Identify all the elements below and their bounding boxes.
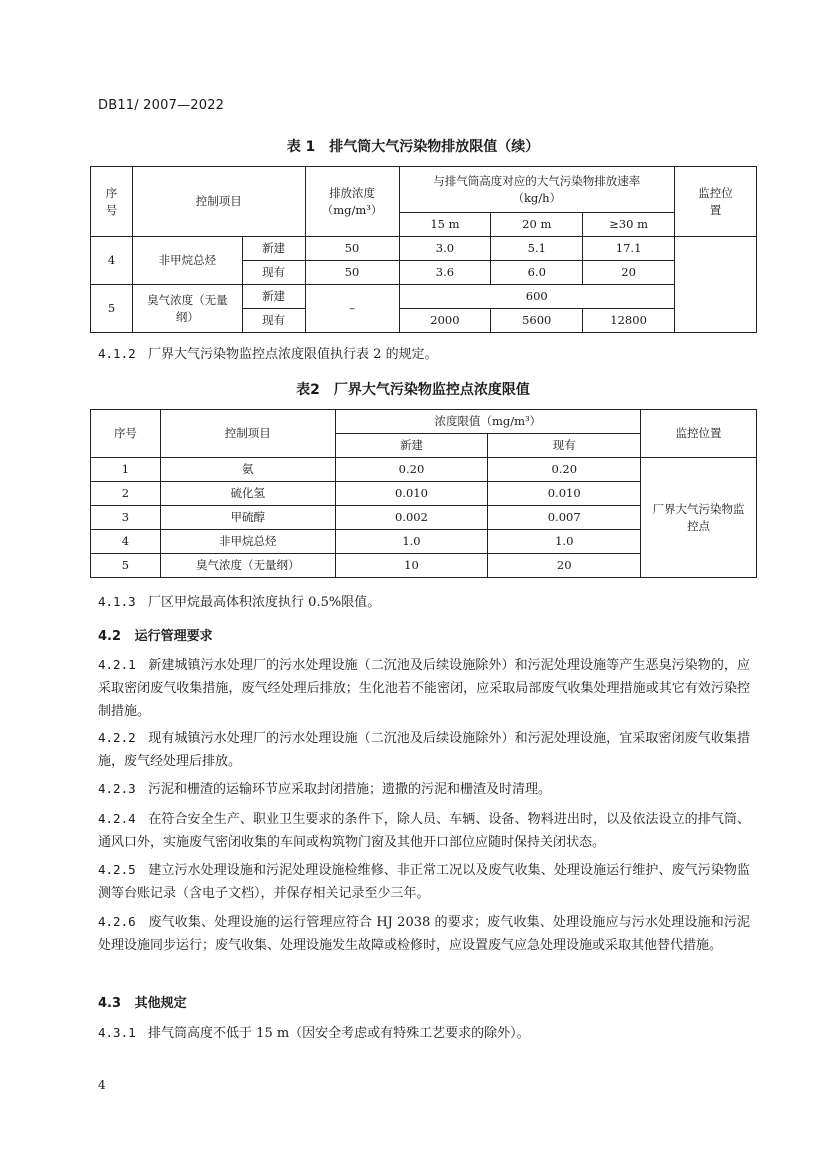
para-text: 排气筒高度不低于 15 m（因安全考虑或有特殊工艺要求的除外）。 <box>148 1026 530 1041</box>
t2-row-item: 硫化氢 <box>160 482 335 506</box>
para-4-3-1 <box>98 1021 750 1045</box>
para-text: 厂区甲烷最高体积浓度执行 0.5%限值。 <box>148 595 381 610</box>
t1-row5-old-20m: 5600 <box>491 309 583 333</box>
para-text: 厂界大气污染物监控点浓度限值执行表 2 的规定。 <box>148 347 438 362</box>
para-text: 废气收集、处理设施的运行管理应符合 HJ 2038 的要求；废气收集、处理设施应与污水处理设施和污泥处理设施同步运行；废气收集、处理设施发生故障或检修时，应设置废气应急处理设施或采取其他替代措施。 <box>98 915 751 953</box>
t1-header-rate-label: 与排气筒高度对应的大气污染物排放速率 <box>433 173 641 188</box>
para-number: 4.1.2 <box>98 346 136 361</box>
t1-header-item: 控制项目 <box>132 167 305 237</box>
para-4-1-2 <box>98 342 750 366</box>
t1-monitor-empty <box>675 237 757 333</box>
heading-4-3 <box>98 992 187 1011</box>
table2-title: 表2 厂界大气污染物监控点浓度限值 <box>296 382 530 398</box>
para-number: 4.2.1 <box>98 657 136 672</box>
standard-code: DB11/ 2007—2022 <box>98 98 225 113</box>
t1-row4-old-15m: 3.6 <box>399 261 491 285</box>
t2-header-monitor: 监控位置 <box>641 410 757 458</box>
heading-number: 4.3 <box>98 996 122 1011</box>
para-4-1-3 <box>98 590 750 614</box>
t2-header-limit: 浓度限值（mg/m³） <box>335 410 641 434</box>
t2-row-seq: 4 <box>91 530 161 554</box>
para-4-2-3 <box>98 777 750 801</box>
t1-row4-old-conc: 50 <box>305 261 399 285</box>
t2-monitor-location: 厂界大气污染物监控点 <box>641 458 757 578</box>
t2-row-new: 10 <box>335 554 488 578</box>
t1-row5-conc: – <box>305 285 399 333</box>
heading-text: 其他规定 <box>134 996 187 1011</box>
para-4-2-4 <box>98 807 750 854</box>
t2-row-new: 1.0 <box>335 530 488 554</box>
t1-row5-type-new: 新建 <box>242 285 305 309</box>
t1-header-15m: 15 m <box>399 213 491 237</box>
t2-row-seq: 2 <box>91 482 161 506</box>
t1-row4-seq: 4 <box>91 237 133 285</box>
para-text: 建立污水处理设施和污泥处理设施检维修、非正常工况以及废气收集、处理设施运行维护、废气污染物监测等台账记录（含电子文档），并保存相关记录至少三年。 <box>98 863 750 901</box>
table1 <box>90 166 757 333</box>
t1-row5-old-15m: 2000 <box>399 309 491 333</box>
heading-4-2 <box>98 625 213 644</box>
para-number: 4.2.3 <box>98 781 136 796</box>
t1-row4-item: 非甲烷总烃 <box>132 237 242 285</box>
t1-row4-new-20m: 5.1 <box>491 237 583 261</box>
page-number: 4 <box>98 1078 106 1092</box>
t1-row5-old-30m: 12800 <box>583 309 675 333</box>
t2-row-item: 氨 <box>160 458 335 482</box>
t2-row-item: 臭气浓度（无量纲） <box>160 554 335 578</box>
t1-row5-item: 臭气浓度（无量纲） <box>132 285 242 333</box>
t1-row4-type-old: 现有 <box>242 261 305 285</box>
t1-row5-type-old: 现有 <box>242 309 305 333</box>
t2-row-old: 0.20 <box>488 458 641 482</box>
para-text: 新建城镇污水处理厂的污水处理设施（二沉池及后续设施除外）和污泥处理设施等产生恶臭污染物的，应采取密闭废气收集措施，废气经处理后排放；生化池若不能密闭，应采取局部废气收集处理措施或其它有效污染控制措施。 <box>98 658 750 719</box>
t1-row5-new-merged: 600 <box>399 285 675 309</box>
para-number: 4.2.5 <box>98 862 136 877</box>
heading-text: 运行管理要求 <box>134 629 213 644</box>
heading-number: 4.2 <box>98 629 122 644</box>
t1-header-rate-unit: （kg/h） <box>512 190 562 205</box>
table2 <box>90 409 757 578</box>
t2-row-item: 非甲烷总烃 <box>160 530 335 554</box>
t2-row-new: 0.002 <box>335 506 488 530</box>
para-number: 4.2.2 <box>98 730 136 745</box>
para-number: 4.1.3 <box>98 594 136 609</box>
t2-row-seq: 5 <box>91 554 161 578</box>
table1-title: 表 1 排气筒大气污染物排放限值（续） <box>286 139 540 155</box>
t1-row4-new-30m: 17.1 <box>583 237 675 261</box>
t2-header-new: 新建 <box>335 434 488 458</box>
t2-row-old: 20 <box>488 554 641 578</box>
t2-row-old: 0.010 <box>488 482 641 506</box>
t1-header-conc <box>305 167 399 237</box>
para-number: 4.3.1 <box>98 1025 136 1040</box>
t2-row-item: 甲硫醇 <box>160 506 335 530</box>
para-text: 污泥和栅渣的运输环节应采取封闭措施；遗撒的污泥和栅渣及时清理。 <box>148 782 552 797</box>
para-4-2-5 <box>98 858 750 905</box>
para-number: 4.2.6 <box>98 914 136 929</box>
t2-header-old: 现有 <box>488 434 641 458</box>
t2-row-seq: 1 <box>91 458 161 482</box>
para-4-2-2 <box>98 726 750 773</box>
t1-header-seq: 序号 <box>91 167 133 237</box>
para-text: 在符合安全生产、职业卫生要求的条件下，除人员、车辆、设备、物料进出时，以及依法设立的排气筒、通风口外，实施废气密闭收集的车间或构筑物门窗及其他开口部位应随时保持关闭状态。 <box>98 812 750 850</box>
t2-row-old: 1.0 <box>488 530 641 554</box>
t2-header-item: 控制项目 <box>160 410 335 458</box>
t1-header-monitor: 监控位置 <box>675 167 757 237</box>
t2-row-seq: 3 <box>91 506 161 530</box>
t2-row-new: 0.20 <box>335 458 488 482</box>
para-4-2-6 <box>98 910 750 957</box>
t1-header-20m: 20 m <box>491 213 583 237</box>
t1-header-30m: ≥30 m <box>583 213 675 237</box>
para-4-2-1 <box>98 653 750 723</box>
t2-header-seq: 序号 <box>91 410 161 458</box>
t2-row-new: 0.010 <box>335 482 488 506</box>
t1-header-conc-unit: （mg/m³） <box>321 202 383 217</box>
t1-row4-old-30m: 20 <box>583 261 675 285</box>
t1-row5-seq: 5 <box>91 285 133 333</box>
t1-row4-old-20m: 6.0 <box>491 261 583 285</box>
t1-row4-new-15m: 3.0 <box>399 237 491 261</box>
t1-header-rate <box>399 167 675 213</box>
t1-row4-new-conc: 50 <box>305 237 399 261</box>
t1-header-conc-label: 排放浓度 <box>329 185 376 200</box>
para-number: 4.2.4 <box>98 811 136 826</box>
t2-row-old: 0.007 <box>488 506 641 530</box>
para-text: 现有城镇污水处理厂的污水处理设施（二沉池及后续设施除外）和污泥处理设施，宜采取密闭废气收集措施，废气经处理后排放。 <box>98 731 750 769</box>
t1-row4-type-new: 新建 <box>242 237 305 261</box>
